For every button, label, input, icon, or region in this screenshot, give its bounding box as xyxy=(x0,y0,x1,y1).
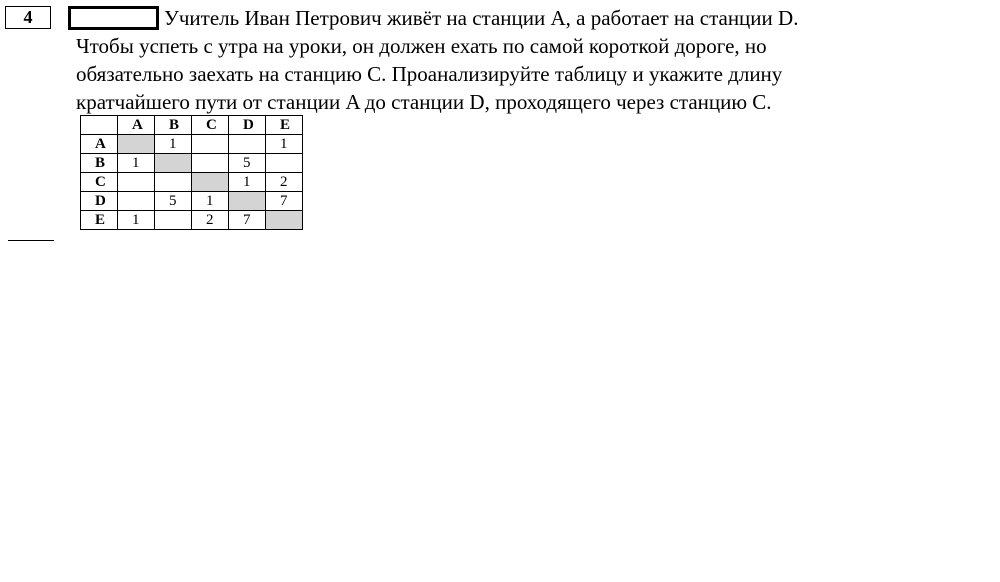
margin-rule xyxy=(8,240,54,241)
table-corner-cell xyxy=(81,116,118,135)
table-cell: 7 xyxy=(229,211,266,230)
task-text-line: Учитель Иван Петрович живёт на станции A, а работает на станции D. xyxy=(164,6,799,30)
table-cell: 7 xyxy=(266,192,303,211)
table-header-row xyxy=(81,116,303,135)
table-cell xyxy=(118,135,155,154)
table-cell: 1 xyxy=(192,192,229,211)
row-header: E xyxy=(81,211,118,230)
column-header: C xyxy=(192,116,229,135)
table-cell: 5 xyxy=(155,192,192,211)
table-cell: 1 xyxy=(155,135,192,154)
row-header: B xyxy=(81,154,118,173)
table-cell: 1 xyxy=(229,173,266,192)
column-header: D xyxy=(229,116,266,135)
table-row xyxy=(81,154,303,173)
table-cell xyxy=(155,173,192,192)
table-cell: 2 xyxy=(192,211,229,230)
table-cell xyxy=(192,154,229,173)
task-text-line: кратчайшего пути от станции A до станции D, проходящего через станцию C. xyxy=(76,90,772,114)
table-row xyxy=(81,135,303,154)
table-cell xyxy=(229,135,266,154)
table-cell: 1 xyxy=(266,135,303,154)
column-header: B xyxy=(155,116,192,135)
row-header: A xyxy=(81,135,118,154)
task-text-line: обязательно заехать на станцию C. Проанализируйте таблицу и укажите длину xyxy=(76,62,783,86)
table-cell xyxy=(192,173,229,192)
table-row xyxy=(81,211,303,230)
column-header: A xyxy=(118,116,155,135)
task-text-line: Чтобы успеть с утра на уроки, он должен ехать по самой короткой дороге, но xyxy=(76,34,767,58)
table-cell xyxy=(155,211,192,230)
row-header: D xyxy=(81,192,118,211)
table-cell xyxy=(266,154,303,173)
table-cell: 5 xyxy=(229,154,266,173)
table-cell xyxy=(192,135,229,154)
task-text xyxy=(76,4,876,116)
distance-table xyxy=(80,115,303,230)
table-row xyxy=(81,173,303,192)
table-cell: 1 xyxy=(118,154,155,173)
row-header: C xyxy=(81,173,118,192)
table-cell xyxy=(266,211,303,230)
table-cell xyxy=(118,173,155,192)
column-header: E xyxy=(266,116,303,135)
task-number: 4 xyxy=(5,6,51,29)
table-cell xyxy=(118,192,155,211)
table-row xyxy=(81,192,303,211)
table-cell: 1 xyxy=(118,211,155,230)
table-cell: 2 xyxy=(266,173,303,192)
table-cell xyxy=(155,154,192,173)
table-cell xyxy=(229,192,266,211)
